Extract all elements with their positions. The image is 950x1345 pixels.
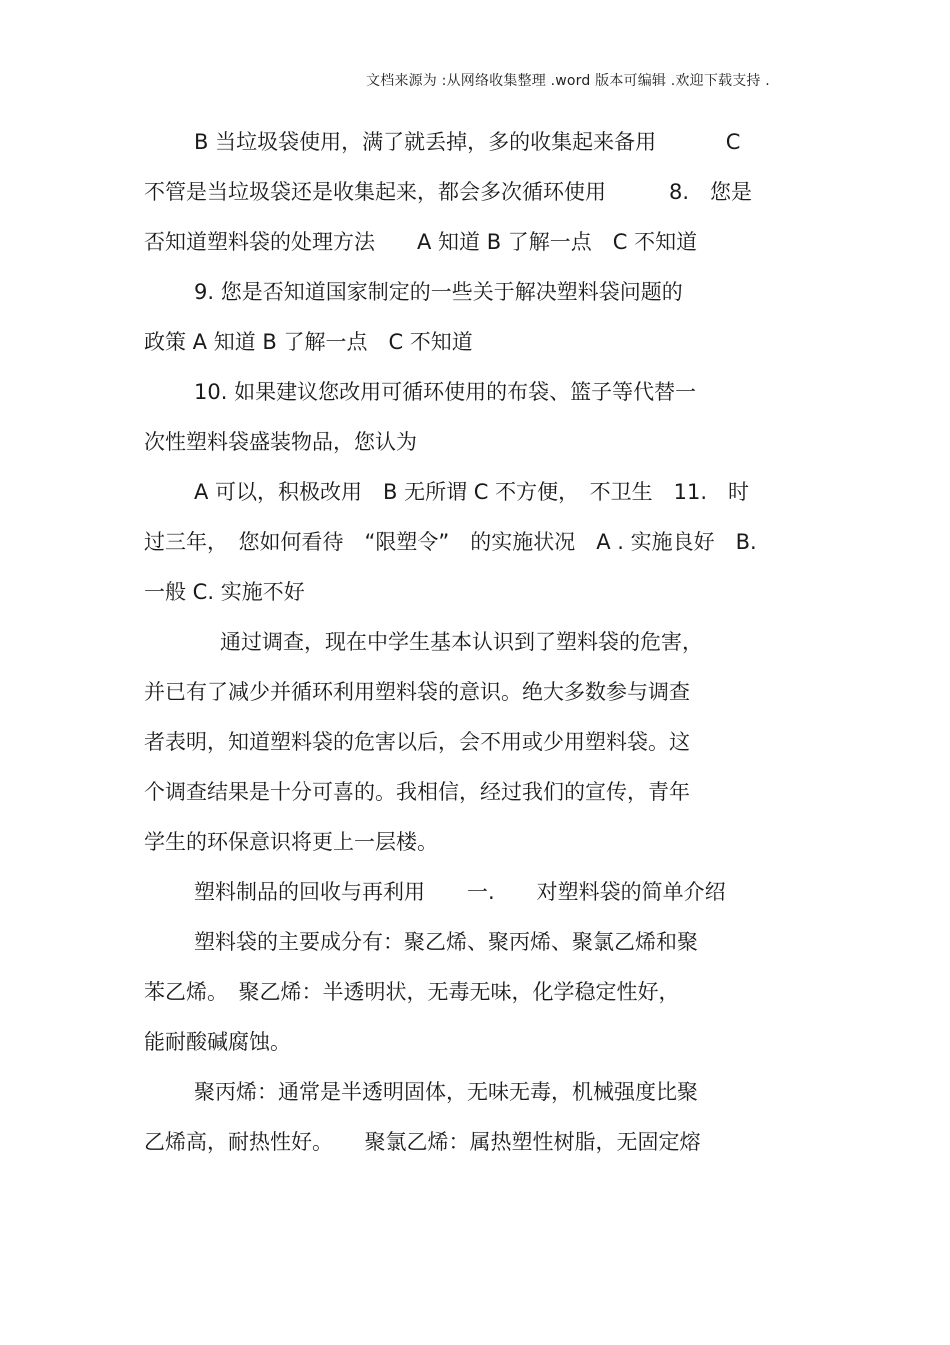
text-line-8: A 可以，积极改用 B 无所谓 C 不方便， 不卫生 11. 时 [194, 480, 750, 504]
text-line-20: 聚丙烯：通常是半透明固体，无味无毒，机械强度比聚 [194, 1080, 698, 1104]
text-line-2: 不管是当垃圾袋还是收集起来，都会多次循环使用 8. 您是 [144, 180, 753, 204]
text-line-21: 乙烯高，耐热性好。 聚氯乙烯：属热塑性树脂，无固定熔 [144, 1130, 701, 1154]
text-line-3: 否知道塑料袋的处理方法 A 知道 B 了解一点 C 不知道 [144, 230, 698, 254]
text-line-10: 一般 C. 实施不好 [144, 580, 305, 604]
text-line-12: 并已有了减少并循环利用塑料袋的意识。绝大多数参与调查 [144, 680, 690, 704]
text-line-9: 过三年， 您如何看待 “限塑令” 的实施状况 A . 实施良好 B. [144, 530, 757, 554]
text-line-11: 通过调查，现在中学生基本认识到了塑料袋的危害， [220, 630, 703, 654]
text-line-4: 9. 您是否知道国家制定的一些关于解决塑料袋问题的 [194, 280, 683, 304]
text-line-15: 学生的环保意识将更上一层楼。 [144, 830, 438, 854]
text-line-13: 者表明，知道塑料袋的危害以后，会不用或少用塑料袋。这 [144, 730, 690, 754]
text-line-7: 次性塑料袋盛装物品，您认为 [144, 430, 417, 454]
text-line-6: 10. 如果建议您改用可循环使用的布袋、篮子等代替一 [194, 380, 697, 404]
header-source-note: 文档来源为 :从网络收集整理 .word 版本可编辑 .欢迎下载支持 . [366, 73, 770, 89]
text-line-5: 政策 A 知道 B 了解一点 C 不知道 [144, 330, 473, 354]
text-line-18: 苯乙烯。 聚乙烯：半透明状，无毒无味，化学稳定性好， [144, 980, 680, 1004]
text-line-19: 能耐酸碱腐蚀。 [144, 1030, 291, 1054]
text-line-1: B 当垃圾袋使用，满了就丢掉，多的收集起来备用 C [194, 130, 741, 154]
text-line-17: 塑料袋的主要成分有：聚乙烯、聚丙烯、聚氯乙烯和聚 [194, 930, 698, 954]
text-line-14: 个调查结果是十分可喜的。我相信，经过我们的宣传，青年 [144, 780, 690, 804]
text-line-16: 塑料制品的回收与再利用 一. 对塑料袋的简单介绍 [194, 880, 726, 904]
